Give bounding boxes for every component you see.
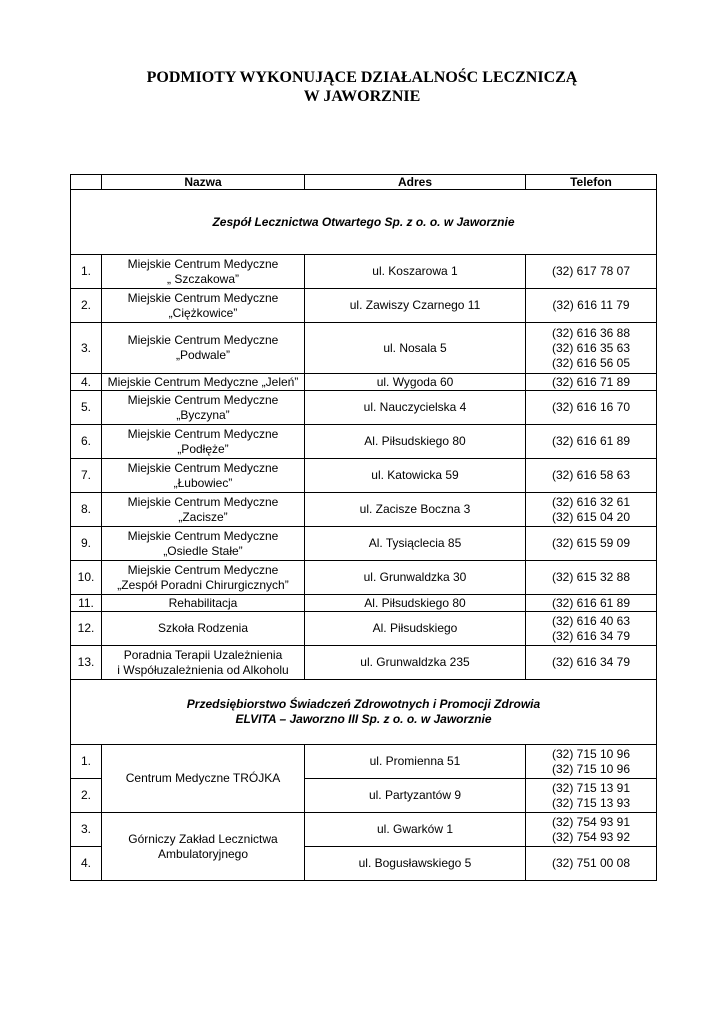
facility-phone: [526, 425, 657, 459]
facility-name-line: Górniczy Zakład Lecznictwa: [128, 831, 278, 846]
phone-line: (32) 616 16 70: [551, 400, 631, 414]
facility-name-line: Miejskie Centrum Medyczne: [127, 256, 279, 271]
row-nr: 1.: [71, 745, 102, 779]
facility-name-line: Miejskie Centrum Medyczne „Jeleń”: [107, 374, 299, 389]
facility-name-line: „Podwale”: [175, 348, 231, 362]
phone-line: (32) 616 61 89: [551, 434, 631, 448]
row-nr: 2.: [71, 779, 102, 813]
header-name: Nazwa: [102, 175, 305, 190]
row-nr: 11.: [71, 595, 102, 612]
facility-address: ul. Bogusławskiego 5: [305, 847, 526, 881]
phone-line: (32) 715 13 93: [551, 795, 631, 810]
facility-name: [102, 374, 305, 391]
facility-phone: [526, 595, 657, 612]
facility-name-line: „Podłęże”: [177, 441, 229, 456]
facility-address: ul. Partyzantów 9: [305, 779, 526, 813]
facility-address: ul. Katowicka 59: [305, 459, 526, 493]
table-row: [71, 391, 657, 425]
facility-phone: [526, 374, 657, 391]
facility-name: [102, 527, 305, 561]
row-nr: 3.: [71, 813, 102, 847]
facility-name: [102, 561, 305, 595]
facility-name: [102, 813, 305, 881]
facility-address: Al. Tysiąclecia 85: [305, 527, 526, 561]
row-nr: 3.: [71, 323, 102, 374]
facility-phone: [526, 459, 657, 493]
facility-name-line: Poradnia Terapii Uzależnienia: [123, 647, 283, 662]
facility-address: ul. Grunwaldzka 235: [305, 646, 526, 680]
phone-line: (32) 715 10 96: [551, 761, 631, 776]
table-row: [71, 323, 657, 374]
table-row: [71, 425, 657, 459]
table-row: [71, 459, 657, 493]
row-nr: 8.: [71, 493, 102, 527]
header-phone: Telefon: [526, 175, 657, 190]
table-row: [71, 745, 657, 779]
facility-address: ul. Zacisze Boczna 3: [305, 493, 526, 527]
facility-name-line: „Łubowiec”: [173, 475, 233, 490]
section-1-header: [71, 190, 657, 255]
phone-line: (32) 616 34 79: [551, 628, 631, 643]
facility-phone: [526, 813, 657, 847]
facility-name-line: „Zacisze”: [178, 509, 228, 524]
phone-line: (32) 754 93 91: [551, 814, 631, 829]
facility-name-line: Centrum Medyczne TRÓJKA: [125, 771, 281, 785]
facility-phone: [526, 612, 657, 646]
facility-address: ul. Koszarowa 1: [305, 255, 526, 289]
phone-line: (32) 616 34 79: [551, 655, 631, 669]
facility-address: Al. Piłsudskiego 80: [305, 595, 526, 612]
table-row: [71, 493, 657, 527]
row-nr: 6.: [71, 425, 102, 459]
table-row: [71, 374, 657, 391]
facility-phone: [526, 493, 657, 527]
phone-line: (32) 754 93 92: [551, 829, 631, 844]
phone-line: (32) 616 61 89: [551, 595, 631, 610]
row-nr: 9.: [71, 527, 102, 561]
facilities-table: [70, 174, 657, 881]
facility-name-line: Rehabilitacja: [168, 595, 238, 610]
facility-phone: [526, 779, 657, 813]
header-nr: [71, 175, 102, 190]
facility-name-line: „Ciężkowice”: [168, 305, 238, 320]
facility-phone: [526, 255, 657, 289]
phone-line: (32) 617 78 07: [551, 264, 631, 278]
row-nr: 2.: [71, 289, 102, 323]
facility-name-line: Miejskie Centrum Medyczne: [127, 392, 279, 407]
facility-phone: [526, 391, 657, 425]
facility-address: ul. Zawiszy Czarnego 11: [305, 289, 526, 323]
facility-address: ul. Promienna 51: [305, 745, 526, 779]
facility-name: [102, 391, 305, 425]
phone-line: (32) 616 71 89: [551, 374, 631, 389]
facility-name: [102, 745, 305, 813]
facility-name: [102, 646, 305, 680]
facility-name-line: Miejskie Centrum Medyczne: [127, 562, 279, 577]
row-nr: 13.: [71, 646, 102, 680]
facility-name-line: „Osiedle Stałe”: [163, 543, 243, 558]
facility-name: [102, 459, 305, 493]
facility-name-line: i Współuzależnienia od Alkoholu: [117, 662, 289, 677]
table-row: [71, 289, 657, 323]
phone-line: (32) 616 32 61: [551, 494, 631, 509]
table-row: [71, 646, 657, 680]
phone-line: (32) 751 00 08: [551, 856, 631, 870]
facility-phone: [526, 527, 657, 561]
title-line-2: W JAWORZNIE: [303, 88, 421, 105]
row-nr: 5.: [71, 391, 102, 425]
table-row: [71, 813, 657, 847]
table-row: [71, 527, 657, 561]
facility-phone: [526, 561, 657, 595]
phone-line: (32) 615 32 88: [551, 570, 631, 584]
facility-phone: [526, 289, 657, 323]
phone-line: (32) 616 11 79: [552, 298, 630, 312]
section-2-title-line-2: ELVITA – Jaworzno III Sp. z o. o. w Jaworznie: [235, 712, 492, 726]
row-nr: 12.: [71, 612, 102, 646]
facility-address: ul. Nosala 5: [305, 323, 526, 374]
row-nr: 1.: [71, 255, 102, 289]
table-row: [71, 612, 657, 646]
facility-name: [102, 493, 305, 527]
phone-line: (32) 616 56 05: [551, 355, 631, 370]
row-nr: 4.: [71, 374, 102, 391]
facility-name-line: Miejskie Centrum Medyczne: [127, 528, 279, 543]
phone-line: (32) 715 13 91: [551, 780, 631, 795]
facility-name: [102, 323, 305, 374]
phone-line: (32) 615 59 09: [551, 536, 631, 550]
table-header-row: [71, 175, 657, 190]
section-2-title-line-1: Przedsiębiorstwo Świadczeń Zdrowotnych i Promocji Zdrowia: [186, 697, 541, 711]
phone-line: (32) 616 40 63: [551, 613, 631, 628]
table-row: [71, 595, 657, 612]
facility-name-line: Miejskie Centrum Medyczne: [127, 426, 279, 441]
facility-name-line: „ Szczakowa”: [166, 271, 240, 286]
facility-name-line: Miejskie Centrum Medyczne: [127, 333, 279, 347]
facility-name-line: „Byczyna”: [176, 407, 230, 422]
facility-name: [102, 425, 305, 459]
facility-name-line: Szkoła Rodzenia: [157, 621, 249, 635]
facility-name-line: Miejskie Centrum Medyczne: [127, 290, 279, 305]
row-nr: 7.: [71, 459, 102, 493]
facility-name: [102, 612, 305, 646]
section-2-header: [71, 680, 657, 745]
facility-address: Al. Piłsudskiego 80: [305, 425, 526, 459]
facility-name: [102, 255, 305, 289]
phone-line: (32) 616 36 88: [551, 325, 631, 340]
facility-address: ul. Wygoda 60: [305, 374, 526, 391]
facility-address: ul. Nauczycielska 4: [305, 391, 526, 425]
facility-phone: [526, 847, 657, 881]
facility-phone: [526, 745, 657, 779]
facility-name-line: „Zespół Poradni Chirurgicznych”: [117, 577, 289, 592]
page-title: [0, 68, 724, 106]
facility-name: [102, 289, 305, 323]
facility-name-line: Miejskie Centrum Medyczne: [127, 494, 279, 509]
facility-address: ul. Grunwaldzka 30: [305, 561, 526, 595]
row-nr: 4.: [71, 847, 102, 881]
section-1-title: Zespół Lecznictwa Otwartego Sp. z o. o. w Jaworznie: [71, 190, 657, 255]
title-line-1: PODMIOTY WYKONUJĄCE DZIAŁALNOŚC LECZNICZĄ: [146, 69, 578, 86]
phone-line: (32) 715 10 96: [551, 746, 631, 761]
header-address: Adres: [305, 175, 526, 190]
section-2-title: [71, 680, 657, 745]
facility-address: Al. Piłsudskiego: [305, 612, 526, 646]
facility-name-line: Ambulatoryjnego: [157, 846, 249, 861]
facility-phone: [526, 646, 657, 680]
table-row: [71, 255, 657, 289]
row-nr: 10.: [71, 561, 102, 595]
phone-line: (32) 616 35 63: [551, 340, 631, 355]
phone-line: (32) 615 04 20: [551, 509, 631, 524]
facility-phone: [526, 323, 657, 374]
facility-address: ul. Gwarków 1: [305, 813, 526, 847]
facility-name-line: Miejskie Centrum Medyczne: [127, 460, 279, 475]
table-row: [71, 561, 657, 595]
phone-line: (32) 616 58 63: [551, 468, 631, 482]
facility-name: [102, 595, 305, 612]
